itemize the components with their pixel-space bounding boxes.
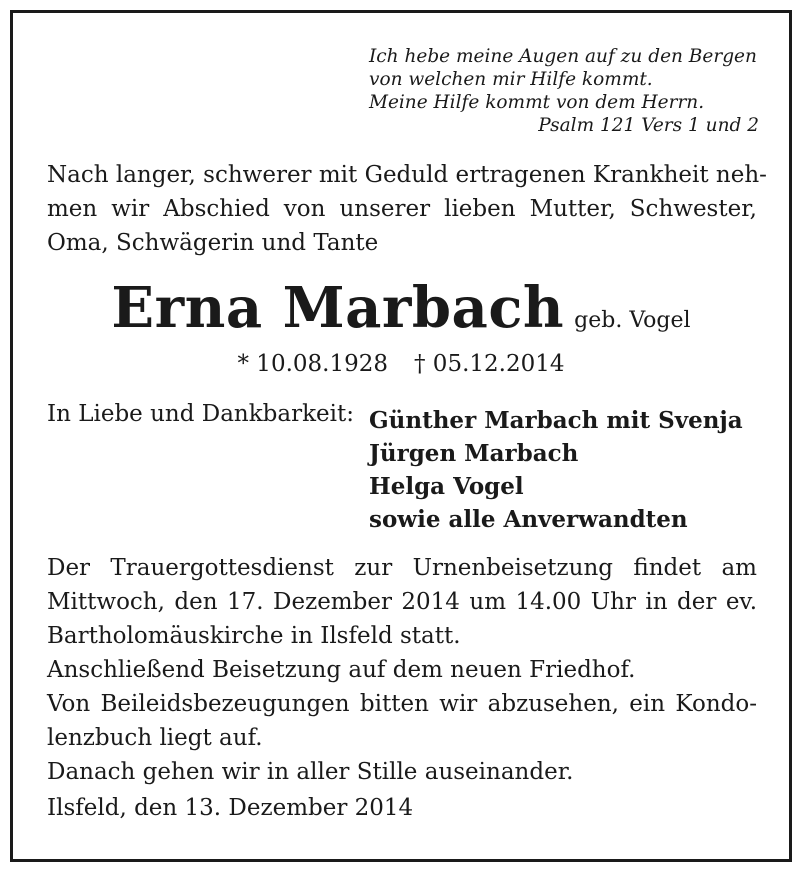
mourners-list: [369, 404, 743, 536]
life-dates: [13, 351, 789, 377]
service-line: Von Beileidsbezeugungen bitten wir abzusehen, ein Kondo-: [47, 691, 757, 717]
obituary-frame: [10, 10, 792, 862]
psalm-verse: [369, 45, 761, 137]
verse-line: Ich hebe meine Augen auf zu den Bergen: [369, 46, 757, 67]
service-line: Bartholomäuskirche in Ilsfeld statt.: [47, 623, 461, 649]
service-line: Danach gehen wir in aller Stille auseinander.: [47, 759, 574, 785]
service-line: Anschließend Beisetzung auf dem neuen Friedhof.: [47, 657, 636, 683]
place-date-signoff: Ilsfeld, den 13. Dezember 2014: [47, 795, 414, 821]
mourners-label: In Liebe und Dankbarkeit:: [47, 401, 354, 427]
deceased-name-row: [13, 275, 789, 341]
intro-line: men wir Abschied von unserer lieben Mutter, Schwester,: [47, 196, 757, 222]
verse-reference: Psalm 121 Vers 1 und 2: [538, 115, 759, 136]
maiden-name: geb. Vogel: [574, 308, 691, 333]
service-line: lenzbuch liegt auf.: [47, 725, 263, 751]
service-line: Mittwoch, den 17. Dezember 2014 um 14.00 Uhr in der ev.: [47, 589, 757, 615]
mourner-name: Helga Vogel: [369, 473, 524, 500]
service-details: [47, 551, 757, 789]
death-date: † 05.12.2014: [414, 351, 565, 377]
intro-text: [47, 158, 767, 260]
mourner-name: sowie alle Anverwandten: [369, 506, 688, 533]
intro-line: Oma, Schwägerin und Tante: [47, 230, 379, 256]
birth-date: * 10.08.1928: [237, 351, 388, 377]
intro-line: Nach langer, schwerer mit Geduld ertragenen Krankheit neh-: [47, 162, 767, 188]
service-line: Der Trauergottesdienst zur Urnenbeisetzung findet am: [47, 555, 757, 581]
deceased-name: Erna Marbach: [111, 275, 565, 341]
mourner-name: Jürgen Marbach: [369, 440, 579, 467]
mourner-name: Günther Marbach mit Svenja: [369, 407, 743, 434]
verse-line: von welchen mir Hilfe kommt.: [369, 69, 653, 90]
verse-line: Meine Hilfe kommt von dem Herrn.: [369, 92, 705, 113]
